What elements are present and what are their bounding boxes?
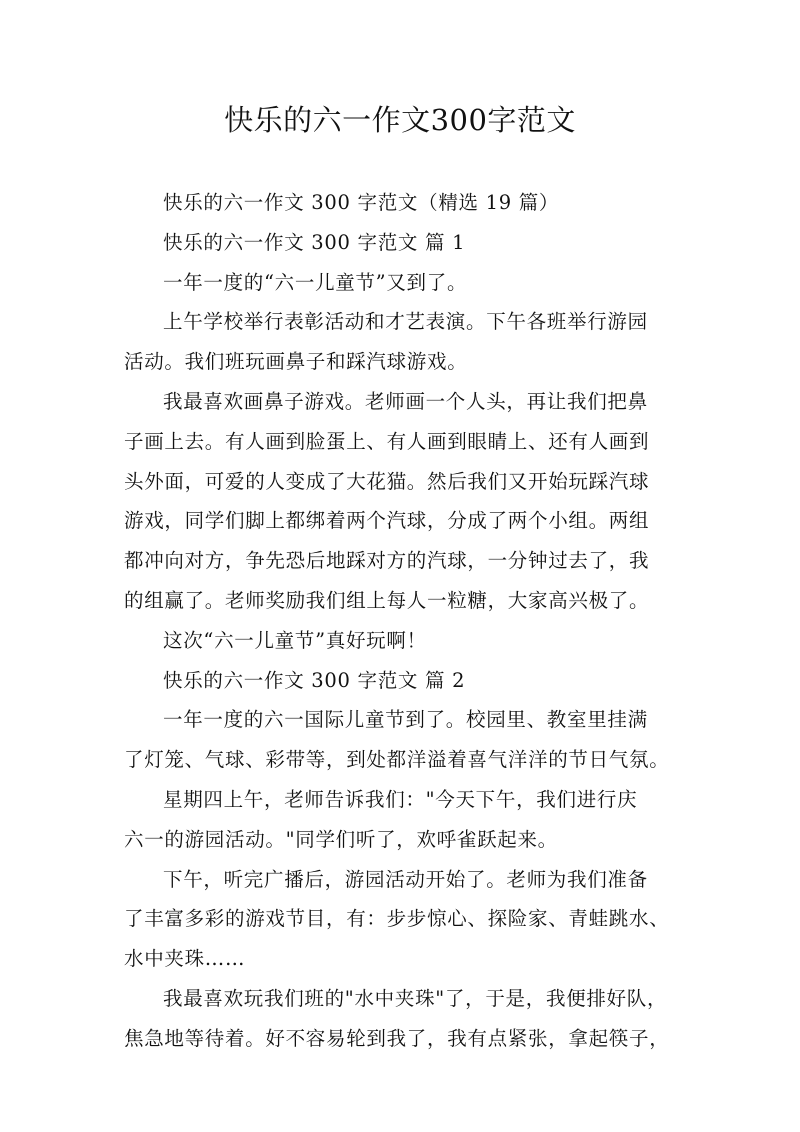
text-line: 下午，听完广播后，游园活动开始了。老师为我们准备 (163, 867, 648, 891)
paragraph (124, 780, 694, 860)
paragraph (124, 302, 694, 382)
text-line: 的组赢了。老师奖励我们组上每人一粒糖，大家高兴极了。 (124, 588, 650, 612)
paragraph (124, 263, 694, 303)
text-line: 我最喜欢画鼻子游戏。老师画一个人头，再让我们把鼻 (163, 389, 648, 413)
text-line: 这次“六一儿童节”真好玩啊！ (163, 628, 427, 652)
text-line: 快乐的六一作文 300 字范文（精选 19 篇） (163, 191, 560, 214)
document-body (124, 183, 694, 1059)
paragraph-subtitle (124, 183, 694, 223)
text-line: 头外面，可爱的人变成了大花猫。然后我们又开始玩踩汽球 (124, 469, 650, 493)
text-line: 快乐的六一作文 300 字范文 篇 2 (163, 668, 466, 692)
text-line: 了丰富多彩的游戏节目，有：步步惊心、探险家、青蛙跳水、 (124, 907, 670, 931)
paragraph (124, 700, 694, 780)
text-line: 了灯笼、气球、彩带等，到处都洋溢着喜气洋洋的节日气氛。 (124, 748, 670, 772)
text-line: 星期四上午，老师告诉我们："今天下午，我们进行庆 (163, 787, 638, 811)
text-line: 一年一度的六一国际儿童节到了。校园里、教室里挂满 (163, 708, 648, 732)
text-line: 都冲向对方，争先恐后地踩对方的汽球，一分钟过去了，我 (124, 549, 650, 573)
paragraph (124, 621, 694, 661)
text-line: 一年一度的“六一儿童节”又到了。 (163, 270, 468, 294)
paragraph-heading-2 (124, 661, 694, 701)
text-line: 水中夹珠…… (124, 947, 246, 971)
paragraph (124, 860, 694, 979)
text-line: 快乐的六一作文 300 字范文 篇 1 (163, 230, 466, 254)
text-line: 游戏，同学们脚上都绑着两个汽球，分成了两个小组。两组 (124, 509, 650, 533)
text-line: 六一的游园活动。"同学们听了，欢呼雀跃起来。 (124, 827, 558, 851)
text-line: 子画上去。有人画到脸蛋上、有人画到眼睛上、还有人画到 (124, 429, 650, 453)
paragraph (124, 382, 694, 621)
text-line: 上午学校举行表彰活动和才艺表演。下午各班举行游园 (163, 310, 648, 334)
paragraph (124, 979, 694, 1059)
text-line: 我最喜欢玩我们班的"水中夹珠"了，于是，我便排好队， (163, 986, 668, 1010)
text-line: 活动。我们班玩画鼻子和踩汽球游戏。 (124, 350, 468, 374)
document-title: 快乐的六一作文300字范文 (224, 103, 576, 137)
paragraph-heading-1 (124, 223, 694, 263)
text-line: 焦急地等待着。好不容易轮到我了，我有点紧张，拿起筷子， (124, 1026, 670, 1050)
